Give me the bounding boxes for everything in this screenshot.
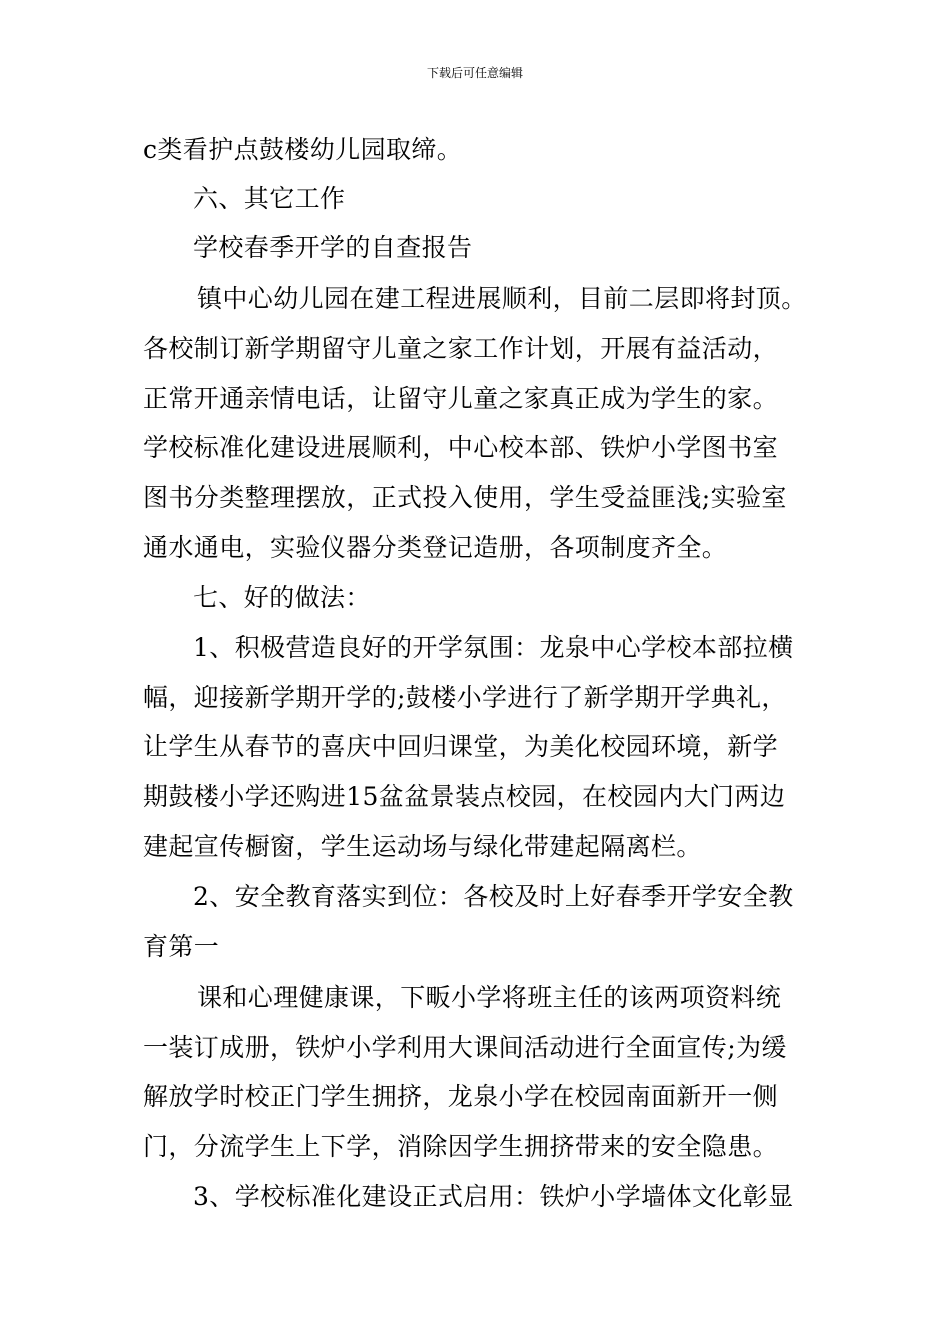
body-line: 幅，迎接新学期开学的;鼓楼小学进行了新学期开学典礼， [143,683,787,712]
section-heading: 七、好的做法： [193,583,371,612]
body-line: 期鼓楼小学还购进15盆盆景装点校园，在校园内大门两边 [143,782,786,811]
body-line: 建起宣传橱窗，学生运动场与绿化带建起隔离栏。 [143,832,702,861]
body-line: 让学生从春节的喜庆中回归课堂，为美化校园环境，新学 [143,732,779,761]
page-header: 下载后可任意编辑 [426,66,523,80]
body-line: 各校制订新学期留守儿童之家工作计划，开展有益活动， [143,334,779,363]
body-line: c类看护点鼓楼幼儿园取缔。 [143,135,463,164]
body-line: 课和心理健康课，下畈小学将班主任的该两项资料统 [197,983,782,1012]
body-line: 育第一 [143,932,220,961]
section-heading: 六、其它工作 [193,184,346,213]
body-line: 镇中心幼儿园在建工程进展顺利，目前二层即将封顶。 [197,284,807,313]
body-line: 解放学时校正门学生拥挤，龙泉小学在校园南面新开一侧 [143,1082,779,1111]
body-line: 2、安全教育落实到位：各校及时上好春季开学安全教 [193,882,794,911]
body-line: 门，分流学生上下学，消除因学生拥挤带来的安全隐患。 [143,1132,779,1161]
body-line: 1、积极营造良好的开学氛围：龙泉中心学校本部拉横 [193,633,794,662]
body-line: 通水通电，实验仪器分类登记造册，各项制度齐全。 [143,533,728,562]
body-line: 学校标准化建设进展顺利，中心校本部、铁炉小学图书室 [143,433,779,462]
body-line: 正常开通亲情电话，让留守儿童之家真正成为学生的家。 [143,384,779,413]
body-line: 图书分类整理摆放，正式投入使用，学生受益匪浅;实验室 [143,483,787,512]
body-line: 3、学校标准化建设正式启用：铁炉小学墙体文化彰显 [193,1182,794,1211]
subtitle: 学校春季开学的自查报告 [193,233,473,262]
body-line: 一装订成册，铁炉小学利用大课间活动进行全面宣传;为缓 [143,1033,787,1062]
